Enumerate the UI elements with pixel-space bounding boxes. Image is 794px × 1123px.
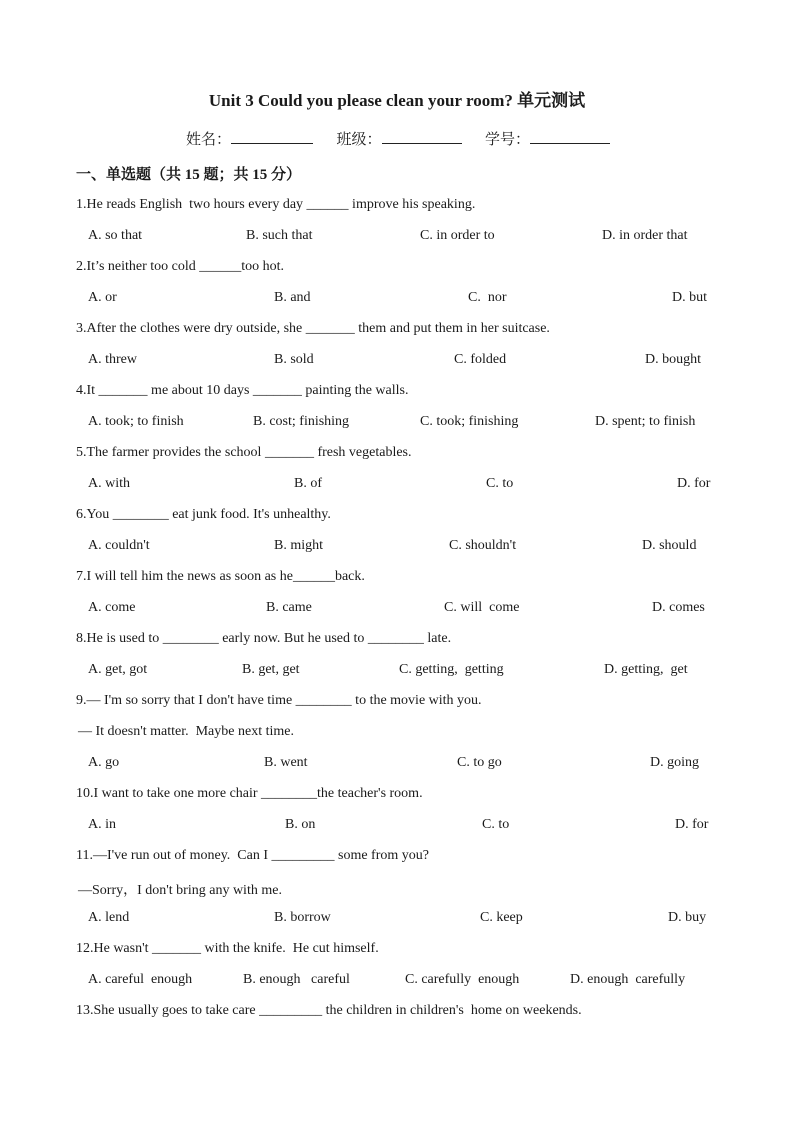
answer-option[interactable]: C. shouldn't <box>449 538 517 553</box>
answer-option[interactable]: B. such that <box>246 228 313 243</box>
answer-option[interactable]: B. get, get <box>242 662 300 677</box>
id-label: 学号： <box>485 132 531 148</box>
answer-option[interactable]: D. getting, get <box>604 662 688 677</box>
answer-option[interactable]: B. on <box>285 817 316 832</box>
question-stem: 4.It _______ me about 10 days _______ painting the walls. <box>76 383 409 398</box>
answer-option[interactable]: A. or <box>88 290 117 305</box>
answer-option[interactable]: D. but <box>672 290 707 305</box>
answer-option[interactable]: D. spent; to finish <box>595 414 696 429</box>
answer-option[interactable]: C. in order to <box>420 228 495 243</box>
question-stem: 7.I will tell him the news as soon as he______back. <box>76 569 365 584</box>
answer-option[interactable]: A. lend <box>88 910 130 925</box>
answer-option[interactable]: D. should <box>642 538 697 553</box>
question-stem: 13.She usually goes to take care _________ the children in children's home on weekends. <box>76 1003 582 1018</box>
answer-option[interactable]: B. enough careful <box>243 972 350 987</box>
answer-option[interactable]: D. for <box>675 817 709 832</box>
answer-option[interactable]: B. borrow <box>274 910 331 925</box>
answer-option[interactable]: C. to <box>482 817 510 832</box>
answer-option[interactable]: D. buy <box>668 910 707 925</box>
question-stem: 9.— I'm so sorry that I don't have time ________ to the movie with you. <box>76 693 482 708</box>
answer-option[interactable]: D. bought <box>645 352 701 367</box>
answer-option[interactable]: A. get, got <box>88 662 148 677</box>
answer-option[interactable]: B. sold <box>274 352 314 367</box>
answer-option[interactable]: C. keep <box>480 910 523 925</box>
question-stem: 11.—I've run out of money. Can I _________ some from you? <box>76 848 429 863</box>
answer-option[interactable]: C. carefully enough <box>405 972 520 987</box>
answer-option[interactable]: C. folded <box>454 352 507 367</box>
answer-option[interactable]: B. went <box>264 755 308 770</box>
answer-option[interactable]: C. to <box>486 476 514 491</box>
answer-option[interactable]: B. cost; finishing <box>253 414 350 429</box>
student-info-row <box>186 128 610 149</box>
answer-option[interactable]: D. in order that <box>602 228 688 243</box>
question-stem: 5.The farmer provides the school _______ fresh vegetables. <box>76 445 412 460</box>
answer-option[interactable]: C. will come <box>444 600 520 615</box>
page-title: Unit 3 Could you please clean your room? 单元测试 <box>208 91 586 110</box>
answer-option[interactable]: A. couldn't <box>88 538 150 553</box>
question-stem: 8.He is used to ________ early now. But he used to ________ late. <box>76 631 452 646</box>
name-blank <box>231 129 313 144</box>
answer-option[interactable]: A. careful enough <box>88 972 193 987</box>
answer-option[interactable]: C. getting, getting <box>399 662 504 677</box>
answer-option[interactable]: B. came <box>266 600 312 615</box>
answer-option[interactable]: A. threw <box>88 352 137 367</box>
answer-option[interactable]: A. go <box>88 755 120 770</box>
question-stem: 10.I want to take one more chair ________the teacher's room. <box>76 786 423 801</box>
question-dialogue-line: —Sorry，I don't bring any with me. <box>78 883 282 898</box>
answer-option[interactable]: D. going <box>650 755 699 770</box>
answer-option[interactable]: B. might <box>274 538 324 553</box>
answer-option[interactable]: D. comes <box>652 600 705 615</box>
question-stem: 6.You ________ eat junk food. It's unhealthy. <box>76 507 331 522</box>
answer-option[interactable]: D. enough carefully <box>570 972 686 987</box>
answer-option[interactable]: A. so that <box>88 228 143 243</box>
answer-option[interactable]: C. nor <box>468 290 507 305</box>
question-dialogue-line: — It doesn't matter. Maybe next time. <box>78 724 294 739</box>
question-stem: 1.He reads English two hours every day ______ improve his speaking. <box>76 197 476 212</box>
answer-option[interactable]: C. to go <box>457 755 502 770</box>
question-stem: 3.After the clothes were dry outside, she _______ them and put them in her suitcase. <box>76 321 550 336</box>
question-stem: 12.He wasn't _______ with the knife. He cut himself. <box>76 941 379 956</box>
answer-option[interactable]: D. for <box>677 476 711 491</box>
class-label: 班级： <box>336 132 382 148</box>
id-blank <box>530 129 610 144</box>
answer-option[interactable]: A. come <box>88 600 136 615</box>
name-label: 姓名： <box>186 132 232 148</box>
section-header: 一、单选题（共 15 题；共 15 分） <box>76 167 302 183</box>
class-blank <box>382 129 462 144</box>
answer-option[interactable]: B. and <box>274 290 311 305</box>
answer-option[interactable]: B. of <box>294 476 322 491</box>
answer-option[interactable]: A. took; to finish <box>88 414 184 429</box>
answer-option[interactable]: A. in <box>88 817 116 832</box>
answer-option[interactable]: A. with <box>88 476 130 491</box>
question-stem: 2.It’s neither too cold ______too hot. <box>76 259 285 274</box>
answer-option[interactable]: C. took; finishing <box>420 414 519 429</box>
